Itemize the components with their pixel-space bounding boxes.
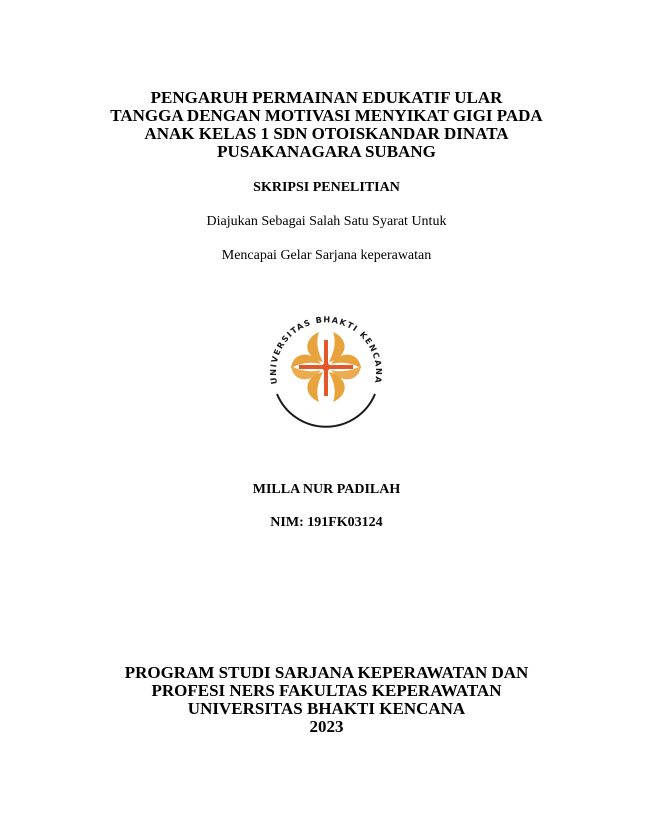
document-type: SKRIPSI PENELITIAN — [253, 180, 400, 195]
thesis-title-line: PENGARUH PERMAINAN EDUKATIF ULAR — [150, 88, 503, 107]
seal-ring — [277, 394, 375, 427]
institution-line: PROGRAM STUDI SARJANA KEPERAWATAN DAN — [124, 663, 529, 682]
thesis-title-line: TANGGA DENGAN MOTIVASI MENYIKAT GIGI PADA — [110, 106, 543, 125]
university-seal-icon — [261, 302, 391, 432]
thesis-title-line: PUSAKANAGARA SUBANG — [217, 142, 436, 161]
thesis-title-line: ANAK KELAS 1 SDN OTOISKANDAR DINATA — [144, 124, 509, 143]
student-id: NIM: 191FK03124 — [270, 515, 383, 530]
seal-emblem — [291, 332, 361, 402]
institution-block — [0, 664, 653, 736]
institution-line: PROFESI NERS FAKULTAS KEPERAWATAN — [151, 681, 502, 700]
purpose-line-2: Mencapai Gelar Sarjana keperawatan — [221, 248, 432, 263]
year: 2023 — [309, 717, 344, 736]
purpose-line-1: Diajukan Sebagai Salah Satu Syarat Untuk — [206, 214, 447, 229]
seal-text: UNIVERSITAS BHAKTI KENCANA — [267, 314, 385, 385]
thesis-title — [0, 89, 653, 161]
author-name: MILLA NUR PADILAH — [252, 482, 401, 497]
institution-line: UNIVERSITAS BHAKTI KENCANA — [187, 699, 466, 718]
